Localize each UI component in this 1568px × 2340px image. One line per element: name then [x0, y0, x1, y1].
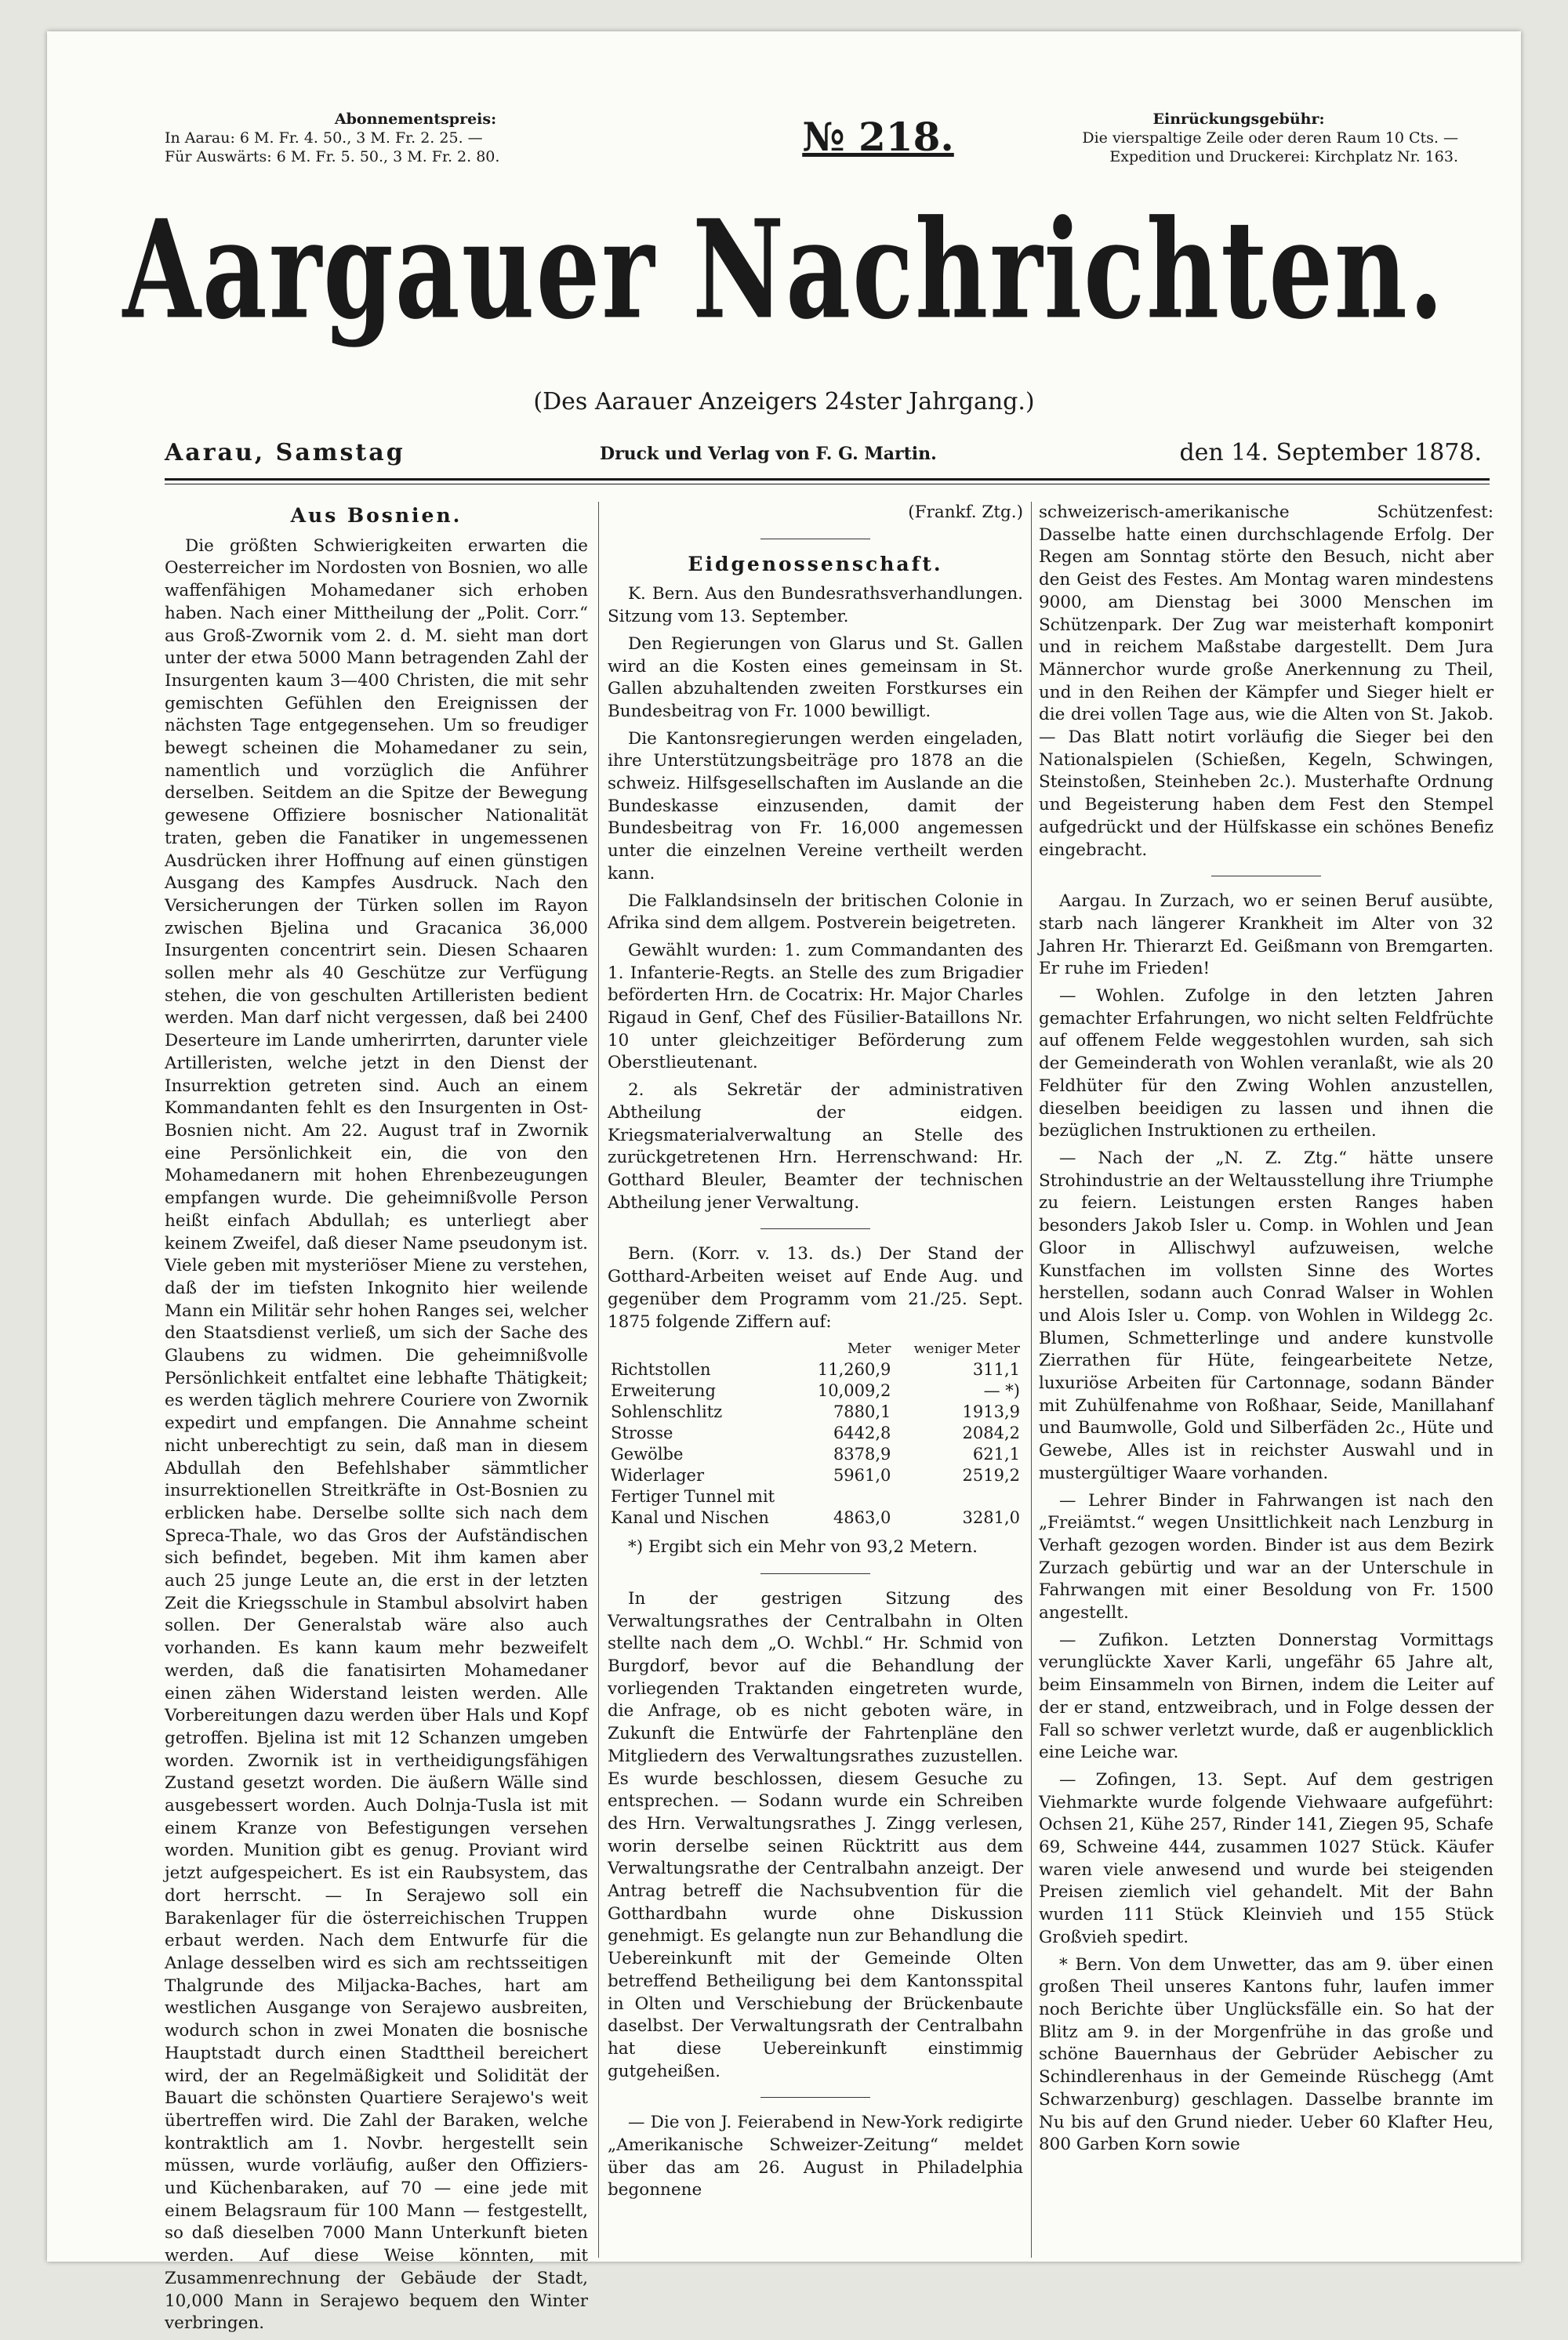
table-cell: 2519,2	[962, 1466, 1020, 1486]
table-header-row	[608, 1338, 1023, 1359]
table-cell: 8378,9	[833, 1445, 891, 1464]
table-row	[608, 1486, 1023, 1507]
article-paragraph: Gewählt wurden: 1. zum Commandanten des 1. Infanterie-Regts. an Stelle des zum Brigadier beförderten Hrn. de Cocatrix: Hr. Major Charles Rigaud in Genf, Chef des Füsilier-Bataillons Nr. 10 unter gleichzeitiger Beförderung zum Oberstlieutenant.	[608, 940, 1023, 1073]
table-cell: Richtstollen	[611, 1360, 711, 1380]
table-cell: Sohlenschlitz	[611, 1402, 723, 1422]
article-paragraph: — Lehrer Binder in Fahrwangen ist nach den „Freiämtst.“ wegen Unsittlichkeit nach Lenzburg in Verhaft gezogen worden. Binder ist aus dem Bezirk Zurzach gebürtig und war an der Unterschule in Fahrwangen mit einer Besoldung von Fr. 1500 angestellt.	[1039, 1490, 1494, 1623]
separator	[760, 1228, 870, 1229]
section-heading: Eidgenossenschaft.	[688, 552, 943, 575]
masthead	[47, 31, 1521, 502]
table-cell: 621,1	[972, 1445, 1020, 1464]
table-cell: 11,260,9	[817, 1360, 891, 1380]
table-cell: — *)	[983, 1381, 1020, 1401]
table-row	[608, 1465, 1023, 1486]
table-row	[608, 1423, 1023, 1444]
table-footnote: *) Ergibt sich ein Mehr von 93,2 Metern.	[628, 1537, 978, 1558]
insertion-title: Einrückungsgebühr:	[1152, 111, 1325, 128]
column-1	[165, 502, 588, 2340]
article-paragraph: Die Kantonsregierungen werden eingeladen, ihre Unterstützungsbeiträge pro 1878 an die schweiz. Hilfsgesellschaften im Auslande an die Bundeskasse einzusenden, damit der Bundesbeitrag von Fr. 16,000 angemessen unter die einzelnen Vereine vertheilt werden kann.	[608, 728, 1023, 883]
column-divider	[598, 502, 599, 2258]
newspaper-subtitle: (Des Aarauer Anzeigers 24ster Jahrgang.)	[533, 388, 1035, 415]
table-row	[608, 1359, 1023, 1380]
subscription-line: Für Auswärts: 6 M. Fr. 5. 50., 3 M. Fr. 2. 80.	[165, 148, 500, 165]
table-cell: 10,009,2	[817, 1381, 891, 1401]
table-cell: Strosse	[611, 1424, 673, 1443]
table-cell: 7880,1	[833, 1402, 891, 1422]
separator	[760, 1573, 870, 1574]
article-paragraph: Die größten Schwierigkeiten erwarten die Oesterreicher im Nordosten von Bosnien, wo alle waffenfähigen Mohamedaner sich erhoben haben. Nach einer Mittheilung der „Polit. Corr.“ aus Groß-Zwornik vom 2. d. M. sieht man dort unter der etwa 5000 Mann betragenden Zahl der Insurgenten kaum 3—400 Christen, die mit sehr gemischten Gefühlen den Ereignissen der nächsten Tage entgegensehen. Um so freudiger bewegt scheinen die Mohamedaner zu sein, namentlich und vorzüglich die Anführer derselben. Seitdem an die Spitze der Bewegung gewesene Offiziere bosnischer Nationalität traten, geben die Fanatiker in ungemessenen Ausdrücken ihrer Hoffnung auf einen günstigen Ausgang des Kampfes Ausdruck. Nach den Versicherungen der Türken sollen im Rayon zwischen Bjelina und Gracanica 36,000 Insurgenten concentrirt sein. Diesen Schaaren sollen mehr als 40 Geschütze zur Verfügung stehen, die von geschulten Artilleristen bedient werden. Man darf nicht vergessen, daß bei 2400 Deserteure im Lande umherirrten, darunter viele Artilleristen, welche jetzt in den Dienst der Insurrektion getreten sind. Auch an einem Kommandanten fehlt es den Insurgenten in Ost-Bosnien nicht. Am 22. August traf in Zwornik eine Persönlichkeit ein, die von den Mohamedanern mit hohen Ehrenbezeugungen empfangen wurde. Die geheimnißvolle Person heißt einfach Abdullah; es unterliegt aber keinem Zweifel, daß dieser Name pseudonym ist. Viele geben mit mysteriöser Miene zu verstehen, daß der im tiefsten Inkognito hier weilende Mann ein Militär sehr hohen Ranges sei, welcher den Staatsdienst verließ, um sich der Sache des Glaubens zu widmen. Die geheimnißvolle Persönlichkeit entfaltet eine lebhafte Thätigkeit; es werden täglich mehrere Couriere von Zwornik expedirt und empfangen. Die Annahme scheint nicht unberechtigt zu sein, daß man in diesem Abdullah den Befehlshaber sämmtlicher insurrektionellen Streitkräfte in Ost-Bosnien zu erblicken habe. Derselbe sollte sich nach dem Spreca-Thale, wo das Gros der Aufständischen sich befindet, begeben. Mit ihm kamen aber auch 25 junge Leute an, die erst in der letzten Zeit die Kriegsschule in Stambul absolvirt haben sollen. Der Generalstab wäre also auch vorhanden. Es kann kaum mehr bezweifelt werden, daß die fanatisirten Mohamedaner einen zähen Widerstand leisten werden. Alle Vorbereitungen dazu werden über Hals und Kopf getroffen. Bjelina ist mit 12 Schanzen umgeben worden. Zwornik ist in vertheidigungsfähigen Zustand gesetzt worden. Die äußern Wälle sind ausgebessert worden. Auch Dolnja-Tusla ist mit einem Kranze von Befestigungen versehen worden. Munition gibt es genug. Proviant wird jetzt aufgespeichert. Es ist ein Raubsystem, das dort herrscht. — In Serajewo soll ein Barakenlager für die österreichischen Truppen erbaut werden. Nach dem Entwurfe für die Anlage desselben wird es sich am rechtsseitigen Thalgrunde des Miljacka-Baches, hart am westlichen Ausgange von Serajewo ausbreiten, wodurch schon in zwei Monaten die bosnische Hauptstadt durch einen Stadttheil bereichert wird, der an Regelmäßigkeit und Solidität der Bauart die schönsten Quartiere Serajewo's weit übertreffen wird. Die Zahl der Baraken, welche kontraktlich am 1. Novbr. hergestellt sein müssen, wurde vorläufig, außer den Offiziers- und Küchenbaraken, auf 70 — eine jede mit einem Belagsraum für 100 Mann — festgestellt, so daß dieselben 7000 Mann Unterkunft bieten werden. Auf diese Weise könnten, mit Zusammenrechnung der Gebäude der Stadt, 10,000 Mann in Serajewo bequem den Winter verbringen.	[165, 535, 588, 2334]
table-cell: Kanal und Nischen	[611, 1508, 769, 1528]
insertion-line: Expedition und Druckerei: Kirchplatz Nr. 163.	[1109, 148, 1458, 165]
issue-number: № 218.	[802, 114, 954, 160]
article-paragraph: — Zofingen, 13. Sept. Auf dem gestrigen Viehmarkte wurde folgende Viehwaare aufgeführt: Ochsen 21, Kühe 257, Rinder 141, Ziegen 95, Schafe 69, Schweine 444, zusammen 1027 Stück. Käufer waren viele anwesend und wurde bei steigenden Preisen ziemlich viel gehandelt. Mit der Bahn wurden 111 Stück Kleinvieh und 155 Stück Großvieh spedirt.	[1039, 1769, 1494, 1947]
newspaper-page	[47, 31, 1521, 2334]
table-cell: Widerlager	[611, 1466, 704, 1486]
table-cell: 4863,0	[833, 1508, 891, 1528]
table-cell: 6442,8	[833, 1424, 891, 1443]
article-paragraph: 2. als Sekretär der administrativen Abtheilung der eidgen. Kriegsmaterialverwaltung an Stelle des zurückgetretenen Hrn. Herrenschwand: Hr. Gotthard Bleuler, Beamter der technischen Abtheilung jener Verwaltung.	[608, 1080, 1023, 1213]
subscription-title: Abonnementspreis:	[334, 111, 497, 128]
column-2	[608, 502, 1023, 2207]
article-source: (Frankf. Ztg.)	[908, 502, 1023, 522]
article-paragraph: — Zufikon. Letzten Donnerstag Vormittags verunglückte Xaver Karli, ungefähr 65 Jahre alt, beim Einsammeln von Birnen, indem die Leiter auf der er stand, entzweibrach, und in Folge dessen der Fall so schwer verletzt wurde, daß er augenblicklich eine Leiche war.	[1039, 1630, 1494, 1763]
table-cell: 3281,0	[962, 1508, 1020, 1528]
article-paragraph: — Nach der „N. Z. Ztg.“ hätte unsere Strohindustrie an der Weltausstellung ihre Triumphe zu feiern. Leistungen ersten Ranges haben besonders Jakob Isler u. Comp. in Wohlen und Jean Gloor in Allischwyl aufzuweisen, welche Kunstfachen im vollsten Sinne des Wortes herstellen, sodann auch Conrad Walser in Wohlen und Alois Isler u. Comp. von Wohlen in Wildegg 2c. Blumen, Schmetterlinge und andere kunstvolle Zierrathen für Hüte, feingearbeitete Netze, luxuriöse Arbeiten für Cartonnage, sodann Bänder mit Zuhülfenahme von Roßhaar, Seide, Manillahanf und Baumwolle, Gold und Silberfäden 2c., Hüte und Gewebe, Alles ist in reichster Auswahl und in mustergültiger Waare vorhanden.	[1039, 1148, 1494, 1483]
article-paragraph: — Die von J. Feierabend in New-York redigirte „Amerikanische Schweizer-Zeitung“ meldet über das am 26. August in Philadelphia begonnene	[608, 2113, 1023, 2200]
article-paragraph: Den Regierungen von Glarus und St. Gallen wird an die Kosten eines gemeinsam in St. Gallen abzuhaltenden zweiten Forstkurses ein Bundesbeitrag von Fr. 1000 bewilligt.	[608, 633, 1023, 721]
article-paragraph: Die Falklandsinseln der britischen Colonie in Afrika sind dem allgem. Postverein beigetreten.	[608, 891, 1023, 934]
table-cell: 1913,9	[962, 1402, 1020, 1422]
newspaper-title: Aargauer Nachrichten.	[122, 190, 1446, 350]
dateline	[165, 439, 1482, 475]
table-cell: Fertiger Tunnel mit	[611, 1487, 775, 1507]
table-row	[608, 1380, 1023, 1402]
article-paragraph: In der gestrigen Sitzung des Verwaltungsrathes der Centralbahn in Olten stellte nach dem „O. Wchbl.“ Hr. Schmid von Burgdorf, bevor auf die Behandlung der vorliegenden Traktanden eingetreten wurde, die Anfrage, ob es nicht geboten wäre, in Zukunft die Entwürfe der Fahrtenpläne den Mitgliedern des Verwaltungsrathes zuzustellen. Es wurde beschlossen, diesem Gesuche zu entsprechen. — Sodann wurde ein Schreiben des Hrn. Verwaltungsrathes J. Zingg verlesen, worin derselbe seinen Rücktritt aus dem Verwaltungsrathe der Centralbahn anzeigt. Der Antrag betreff die Nachsubvention für die Gotthardbahn wurde ohne Diskussion genehmigt. Es gelangte nun zur Behandlung die Uebereinkunft mit der Gemeinde Olten betreffend Betheiligung bei dem Kantonsspital in Olten und Verschiebung der Brückenbaute daselbst. Der Verwaltungsrath der Centralbahn hat diese Uebereinkunft einstimmig gutgeheißen.	[608, 1588, 1023, 2081]
article-heading: Aus Bosnien.	[290, 504, 463, 527]
table-cell: 311,1	[972, 1360, 1020, 1380]
article-paragraph: K. Bern. Aus den Bundesrathsverhandlungen. Sitzung vom 13. September.	[608, 584, 1023, 627]
separator	[760, 2097, 870, 2098]
header-rule	[165, 478, 1490, 481]
article-paragraph: schweizerisch-amerikanische Schützenfest: Dasselbe hatte einen durchschlagende Erfolg. Der Regen am Sonntag störte den Besuch, nicht aber den Geist des Festes. Am Montag waren mindestens 9000, am Dienstag bei 3000 Menschen im Schützenpark. Der Zug war meisterhaft komponirt und in reichem Maßstabe dargestellt. Dem Jura Männerchor wurde große Anerkennung zu Theil, und in den Reihen der Kämpfer und Sieger hielt er die drei vollen Tage aus, wie die Alten von St. Jakob. — Das Blatt notirt vorläufig die Sieger bei den Nationalspielen (Schießen, Kegeln, Schwingen, Steinstoßen, Steinheben 2c.). Musterhafte Ordnung und Begeisterung haben dem Fest den Stempel aufgedrückt und der Hülfskasse ein schönes Benefiz eingebracht.	[1039, 502, 1494, 860]
article-paragraph: Bern. (Korr. v. 13. ds.) Der Stand der Gotthard-Arbeiten weiset auf Ende Aug. und gegenüber dem Programm vom 21./25. Sept. 1875 folgende Ziffern auf:	[608, 1244, 1023, 1332]
dateline-date: den 14. September 1878.	[1179, 439, 1482, 466]
table-cell: 2084,2	[962, 1424, 1020, 1443]
table-row	[608, 1507, 1023, 1529]
gotthard-table	[608, 1338, 1023, 1529]
subscription-line: In Aarau: 6 M. Fr. 4. 50., 3 M. Fr. 2. 25. —	[165, 129, 483, 147]
subscription-info	[165, 110, 666, 166]
table-cell: 5961,0	[833, 1466, 891, 1486]
article-paragraph: — Wohlen. Zufolge in den letzten Jahren gemachter Erfahrungen, wo nicht selten Feldfrüchte auf offenem Felde weggestohlen wurden, sah sich der Gemeinderath von Wohlen veranlaßt, wie als 20 Feldhüter für den Zwing Wohlen anzustellen, dieselben beeidigen zu lassen und ihnen die bezüglichen Instruktionen zu ertheilen.	[1039, 986, 1494, 1141]
table-cell: Erweiterung	[611, 1381, 716, 1401]
table-cell	[803, 1486, 894, 1507]
column-divider	[1031, 502, 1032, 2258]
article-paragraph: Aargau. In Zurzach, wo er seinen Beruf ausübte, starb nach längerer Krankheit im Alter von 32 Jahren Hr. Thierarzt Ed. Geißmann von Bremgarten. Er ruhe im Frieden!	[1039, 891, 1494, 979]
insertion-line: Die vierspaltige Zeile oder deren Raum 10 Cts. —	[1082, 129, 1458, 147]
table-cell: Gewölbe	[611, 1445, 684, 1464]
insertion-info	[1019, 110, 1458, 166]
column-3	[1039, 502, 1494, 2161]
table-row	[608, 1444, 1023, 1465]
table-row	[608, 1402, 1023, 1423]
table-cell	[894, 1486, 1023, 1507]
dateline-printer: Druck und Verlag von F. G. Martin.	[600, 444, 937, 464]
article-paragraph: * Bern. Von dem Unwetter, das am 9. über einen großen Theil unseres Kantons fuhr, laufen immer noch Berichte über Unglücksfälle ein. So hat der Blitz am 9. in der Morgenfrühe in das große und schöne Bauernhaus der Gebrüder Aebischer zu Schindlerenhaus in der Gemeinde Rüschegg (Amt Schwarzenburg) geschlagen. Dasselbe brannte im Nu bis auf den Grund nieder. Ueber 60 Klafter Heu, 800 Garben Korn sowie	[1039, 1954, 1494, 2155]
dateline-place: Aarau, Samstag	[165, 439, 405, 466]
table-header-meter: Meter	[847, 1341, 891, 1358]
table-header-weniger: weniger Meter	[913, 1341, 1020, 1358]
